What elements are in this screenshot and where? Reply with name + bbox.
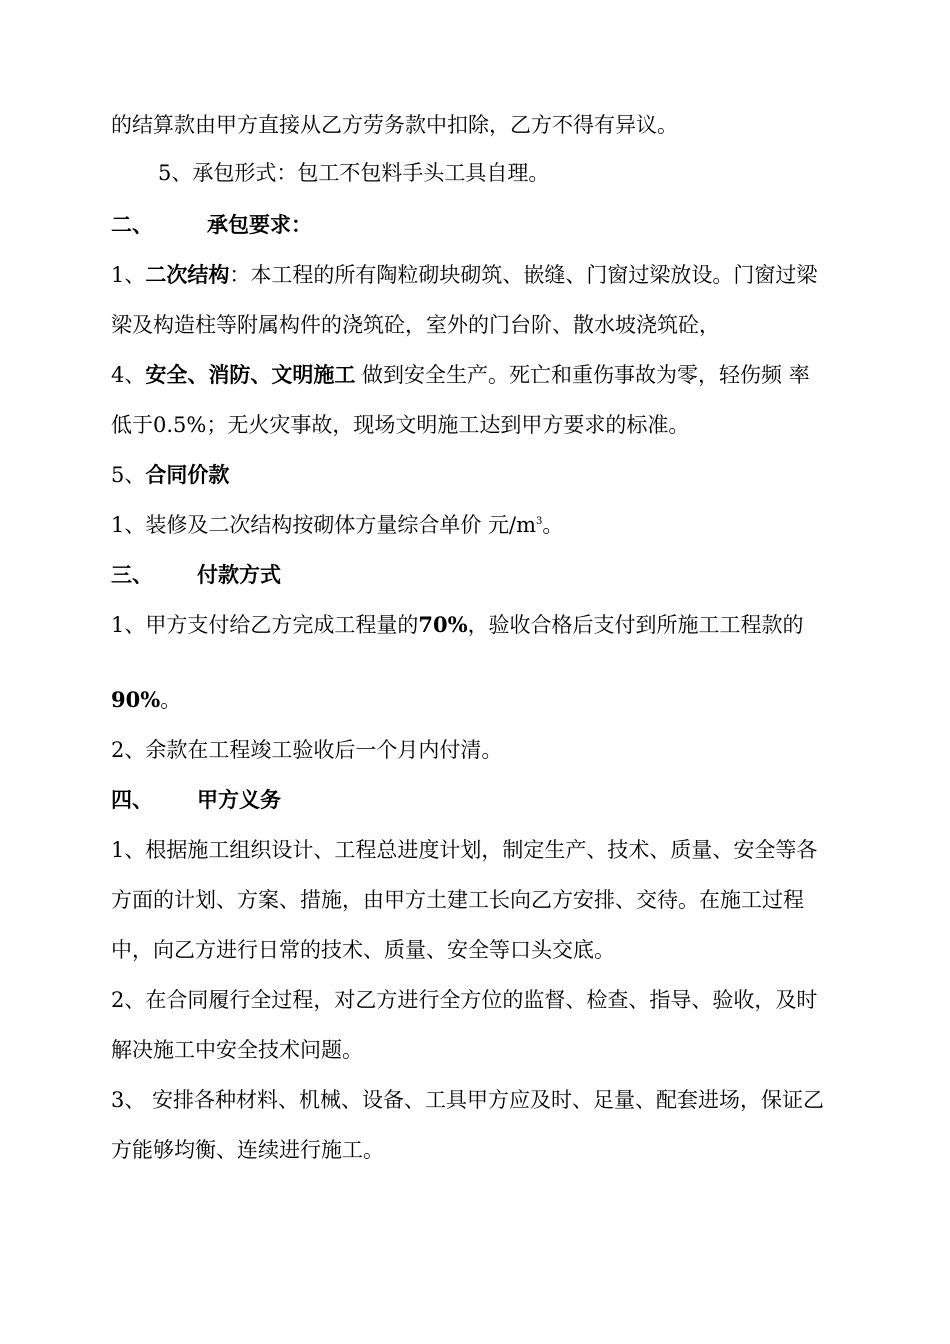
item-label: 二次结构 <box>145 262 230 287</box>
section-number: 三、 <box>111 562 153 587</box>
item-label: 安全、消防、文明施工 <box>145 362 356 387</box>
paragraph-line <box>111 410 689 440</box>
section-title: 甲方义务 <box>197 787 281 812</box>
line-text: 2、在合同履行全过程，对乙方进行全方位的监督、检查、指导、验收，及时 <box>111 988 818 1012</box>
item-label: 合同价款 <box>145 462 230 487</box>
line-text: 梁及构造柱等附属构件的浇筑砼，室外的门台阶、散水坡浇筑砼， <box>111 313 720 337</box>
section-number: 四、 <box>111 787 153 812</box>
line-text: 方面的计划、方案、措施，由甲方土建工长向乙方安排、交待。在施工过程 <box>111 888 804 912</box>
paragraph-line <box>111 1085 824 1115</box>
line-text: 5、承包形式：包工不包料手头工具自理。 <box>158 161 550 185</box>
line-text: 1、甲方支付给乙方完成工程量的 <box>111 613 419 637</box>
percent-value: 70% <box>418 612 468 637</box>
line-text: 1、装修及二次结构按砌体方量综合单价 元/m <box>111 513 537 537</box>
line-text: 做到安全生产。死亡和重伤事故为零，轻伤频 率 <box>355 363 810 387</box>
paragraph-line <box>111 360 810 390</box>
line-text: ，验收合格后支付到所施工工程款的 <box>467 613 804 637</box>
line-text: 低于0.5%；无火灾事故，现场文明施工达到甲方要求的标准。 <box>111 413 690 437</box>
paragraph-line <box>111 1035 363 1065</box>
section-number: 二、 <box>111 212 153 237</box>
item-number: 1、 <box>111 263 146 287</box>
line-text: 的结算款由甲方直接从乙方劳务款中扣除，乙方不得有异议。 <box>111 113 678 137</box>
paragraph-line <box>111 985 817 1015</box>
paragraph-line <box>111 110 678 140</box>
section-heading <box>111 560 281 590</box>
line-tail: 。 <box>542 513 564 537</box>
paragraph-line <box>111 935 615 965</box>
item-number: 5、 <box>111 463 146 487</box>
line-text: 1、根据施工组织设计、工程总进度计划，制定生产、技术、质量、安全等各 <box>111 838 818 862</box>
paragraph-line <box>111 460 229 490</box>
item-number: 4、 <box>111 363 146 387</box>
section-heading <box>111 785 281 815</box>
paragraph-line <box>111 885 804 915</box>
paragraph-line <box>111 310 720 340</box>
percent-value: 90% <box>111 687 161 712</box>
paragraph-line <box>111 510 563 540</box>
line-text: ：本工程的所有陶粒砌块砌筑、嵌缝、门窗过梁放设。门窗过梁 <box>229 263 818 287</box>
line-text: 方能够均衡、连续进行施工。 <box>111 1138 384 1162</box>
line-text: 。 <box>160 688 182 712</box>
line-text: 2、余款在工程竣工验收后一个月内付清。 <box>111 738 503 762</box>
line-text: 3、 安排各种材料、机械、设备、工具甲方应及时、足量、配套进场，保证乙 <box>111 1088 825 1112</box>
paragraph-line <box>111 835 817 865</box>
paragraph-line <box>111 610 804 640</box>
section-heading <box>111 210 312 240</box>
paragraph-line <box>111 260 817 290</box>
section-title: 付款方式 <box>197 562 281 587</box>
line-text: 中，向乙方进行日常的技术、质量、安全等口头交底。 <box>111 938 615 962</box>
paragraph-line <box>111 685 181 715</box>
paragraph-line <box>111 735 502 765</box>
paragraph-line <box>158 158 549 188</box>
paragraph-line <box>111 1135 384 1165</box>
line-text: 解决施工中安全技术问题。 <box>111 1038 363 1062</box>
section-title: 承包要求： <box>207 212 312 237</box>
cubic-superscript: 3 <box>536 516 543 527</box>
